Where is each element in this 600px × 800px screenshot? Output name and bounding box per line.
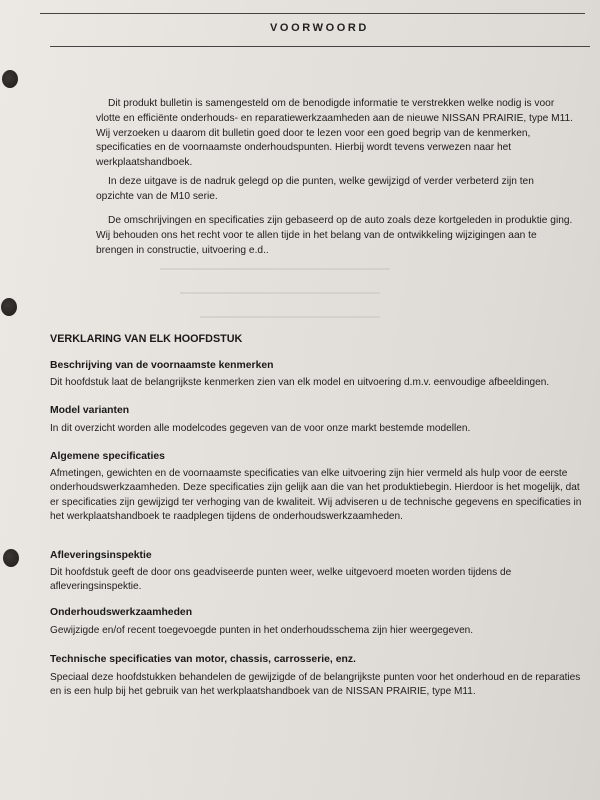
chapter-title: Model varianten xyxy=(50,405,130,416)
show-through-mark xyxy=(180,292,380,294)
intro-paragraph xyxy=(96,175,574,205)
chapter-title: Beschrijving van de voornaamste kenmerken xyxy=(50,360,274,371)
section-heading: VERKLARING VAN ELK HOOFDSTUK xyxy=(50,333,243,345)
show-through-mark xyxy=(160,268,390,270)
chapter-description: Dit hoofdstuk laat de belangrijkste kenmerken zien van elk model en uitvoering d.m.v. eenvoudige afbeeldingen. xyxy=(50,377,550,388)
chapter-title: Algemene specificaties xyxy=(50,451,165,462)
show-through-mark xyxy=(200,316,380,318)
chapter-title: Afleveringsinspektie xyxy=(50,550,152,561)
chapter-title: Onderhoudswerkzaamheden xyxy=(50,607,193,618)
chapter-title: Technische specificaties van motor, chassis, carrosserie, enz. xyxy=(50,654,356,665)
page-title: VOORWOORD xyxy=(270,22,369,34)
binder-hole xyxy=(3,549,19,567)
intro-paragraph-text: Dit produkt bulletin is samengesteld om de benodigde informatie te verstrekken welke nodig is voor vlotte en efficiënte onderhouds- en reparatiewerkzaamheden aan de nieuwe NISSAN PRAIRIE, type M11. Wij verzoeken u daarom dit bulletin goed door te lezen voor een goed begrip van de kenmerken, specificaties en de voornaamste onderhoudspunten. Hierbij wordt tevens verwezen naar het werkplaatshandboek. xyxy=(96,98,574,169)
chapter-description: Dit hoofdstuk geeft de door ons geadviseerde punten weer, welke uitgevoerd moeten worden tijdens de afleveringsinspektie. xyxy=(50,567,512,593)
intro-paragraph xyxy=(96,97,574,171)
intro-paragraph xyxy=(96,214,574,258)
binder-hole xyxy=(2,70,18,88)
intro-paragraph-text: De omschrijvingen en specificaties zijn gebaseerd op de auto zoals deze kortgeleden in produktie ging. Wij behouden ons het recht voor te allen tijde in het belang van de ontwikkeling wijzigingen aan te brengen in constructie, uitvoering e.d.. xyxy=(96,215,573,256)
header-top-rule xyxy=(40,13,585,14)
chapter-description: Speciaal deze hoofdstukken behandelen de gewijzigde of de belangrijkste punten voor het onderhoud en de reparaties en is een hulp bij het gebruik van het werkplaatshandboek van de NISSAN PRAIRIE, type M11. xyxy=(50,672,581,698)
chapter-description: Gewijzigde en/of recent toegevoegde punten in het onderhoudsschema zijn hier weergegeven. xyxy=(50,625,474,636)
chapter-description: In dit overzicht worden alle modelcodes gegeven van de voor onze markt bestemde modellen. xyxy=(50,423,471,434)
binder-hole xyxy=(1,298,17,316)
header-bottom-rule xyxy=(50,46,590,47)
intro-paragraph-text: In deze uitgave is de nadruk gelegd op die punten, welke gewijzigd of verder verbeterd zijn ten opzichte van de M10 serie. xyxy=(96,176,534,202)
chapter-description: Afmetingen, gewichten en de voornaamste specificaties van elke uitvoering zijn hier vermeld als hulp voor de eerste onderhoudswerkzaamheden. Deze specificaties zijn gelijk aan die van het produktiebegin. Hierdoor is het mogelijk, dat er specificaties zijn gewijzigd ter verhoging van de kwaliteit. Wij adviseren u de technische gegevens en specificaties in het werkplaatshandboek te raadplegen tijdens de onderhoudswerkzaamheden. xyxy=(50,468,582,523)
